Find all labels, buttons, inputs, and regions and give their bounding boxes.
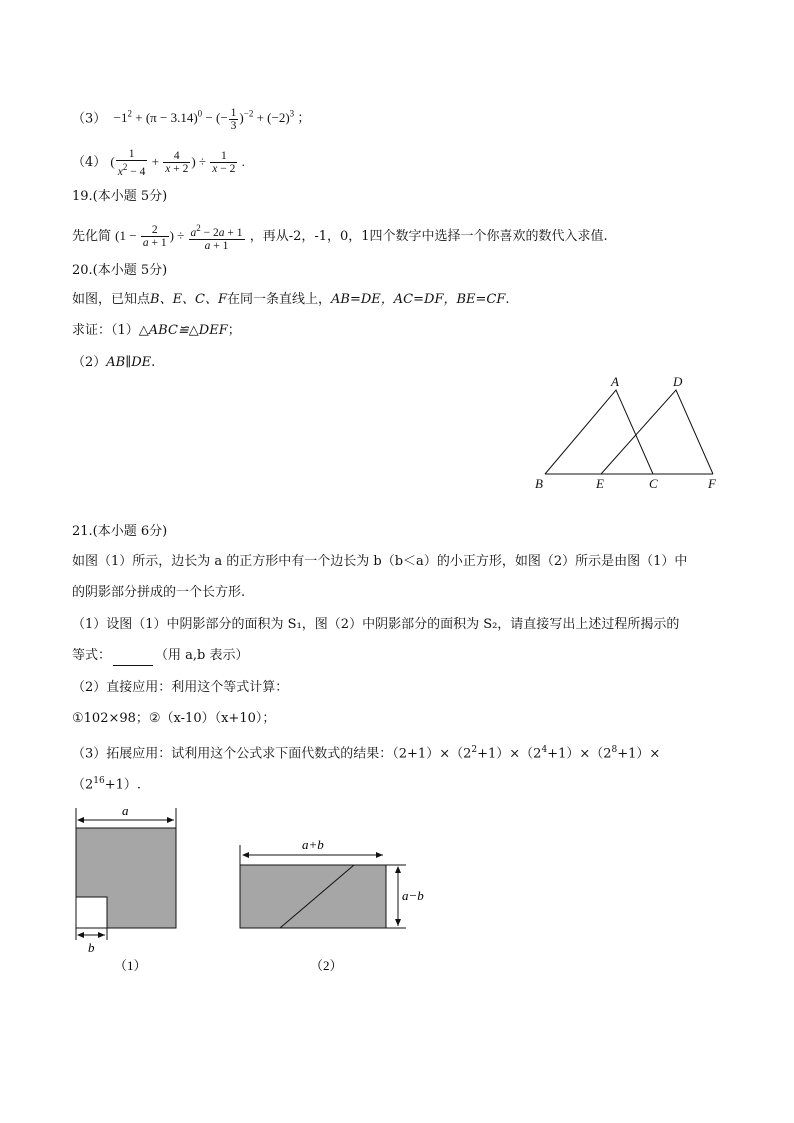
q18-part3 [72, 104, 310, 132]
q20-points: B、E、C、F [150, 292, 228, 307]
fig1-caption: （1） [114, 958, 147, 973]
label-D: D [673, 374, 683, 389]
fig2-caption: （2） [310, 958, 343, 973]
label-E: E [596, 476, 604, 491]
q18-part4 [72, 148, 245, 178]
q21-figure-1 [62, 800, 192, 975]
label-A: A [611, 374, 619, 389]
fig2-label-side: a−b [402, 888, 424, 903]
q20-triangle-figure [525, 368, 735, 498]
q21-part3: （3）拓展应用：试利用这个公式求下面代数式的结果：$(2+1)\times(2^2+1)\times(2^4+1)\times(2^8+1)\times$ [72, 745, 661, 762]
q20-prove1-statement: △ABC≌△DEF [138, 323, 228, 338]
q18-p4-label: （4） [72, 154, 107, 170]
fig1-label-b: b [88, 940, 95, 955]
q20-intro-prefix: 如图，已知点 [72, 292, 151, 307]
triangle-def [601, 390, 713, 474]
q18-p3-label: （3） [72, 111, 107, 127]
q21-line2: 的阴影部分拼成的一个长方形. [72, 585, 246, 600]
q20-prove-label: 求证：（1） [72, 323, 139, 338]
q20-header: 20.(本小题 5分) [72, 263, 168, 278]
q20-prove2: （2）AB∥DE. [72, 355, 156, 370]
q21-figure-2 [230, 830, 440, 975]
q20-prove2-label: （2） [72, 355, 107, 370]
q20-conditions: AB=DE，AC=DF，BE=CF [331, 292, 506, 307]
q20-intro: 如图，已知点B、E、C、F在同一条直线上，AB=DE，AC=DF，BE=CF. [72, 292, 510, 307]
q19-text-before: 先化简 [72, 228, 112, 244]
q21-part1-prefix: 等式： [72, 648, 112, 663]
triangle-abc [545, 390, 653, 474]
q21-part3-prefix: （3）拓展应用：试利用这个公式求下面代数式的结果：（2+1）×（2 [72, 746, 472, 762]
q20-prove2-statement: AB∥DE [106, 355, 152, 370]
label-B: B [535, 476, 543, 491]
q19-text-after: ，再从-2，-1，0，1四个数字中选择一个你喜欢的数代入求值. [249, 228, 608, 244]
small-square [76, 897, 107, 928]
rectangle [240, 865, 386, 928]
q19-body [72, 222, 608, 252]
fig1-label-a: a [122, 803, 129, 818]
q18-p4-expression: ( $\frac{1}{x^2 - 4}$ + $\frac{4}{x + 2}$ ) ÷ $\frac{1}{x - 2}$ . [110, 148, 245, 178]
q21-part1-line2 [72, 646, 249, 666]
q20-intro-suffix: 在同一条直线上， [227, 292, 332, 307]
q18-p3-expression: $-1^2 + (\pi - 3.14)^0$ − (− $\frac{1}{3}$ )$^{-2} + (-2)^3$ ； [110, 106, 311, 132]
label-C: C [649, 476, 658, 491]
q19-expression: (1 − $\frac{2}{a + 1}$ ) ÷ $\frac{a^2 - 2a + 1}{a + 1}$ [115, 223, 243, 252]
answer-blank[interactable] [113, 653, 153, 666]
q21-part1-line1: （1）设图（1）中阴影部分的面积为 S₁，图（2）中阴影部分的面积为 S₂，请直接写出上述过程所揭示的 [72, 617, 680, 632]
q21-part2-items: ①102×98；②（x-10）（x+10）； [72, 711, 276, 726]
label-F: F [708, 476, 716, 491]
q21-part1-suffix: （用 a,b 表示） [155, 648, 249, 663]
q21-part2: （2）直接应用：利用这个等式计算： [72, 680, 289, 695]
q20-prove1: 求证：（1）△ABC≌△DEF； [72, 323, 241, 338]
q21-line1: 如图（1）所示，边长为 a 的正方形中有一个边长为 b（b＜a）的小正方形，如图（2）所示是由图（1）中 [72, 554, 688, 569]
q21-header: 21.(本小题 6分) [72, 524, 168, 539]
fig2-label-top: a+b [302, 837, 324, 852]
q19-header: 19.(本小题 5分) [72, 189, 168, 204]
q21-part3-cont: $(2^{16}+1)$. [72, 776, 142, 793]
